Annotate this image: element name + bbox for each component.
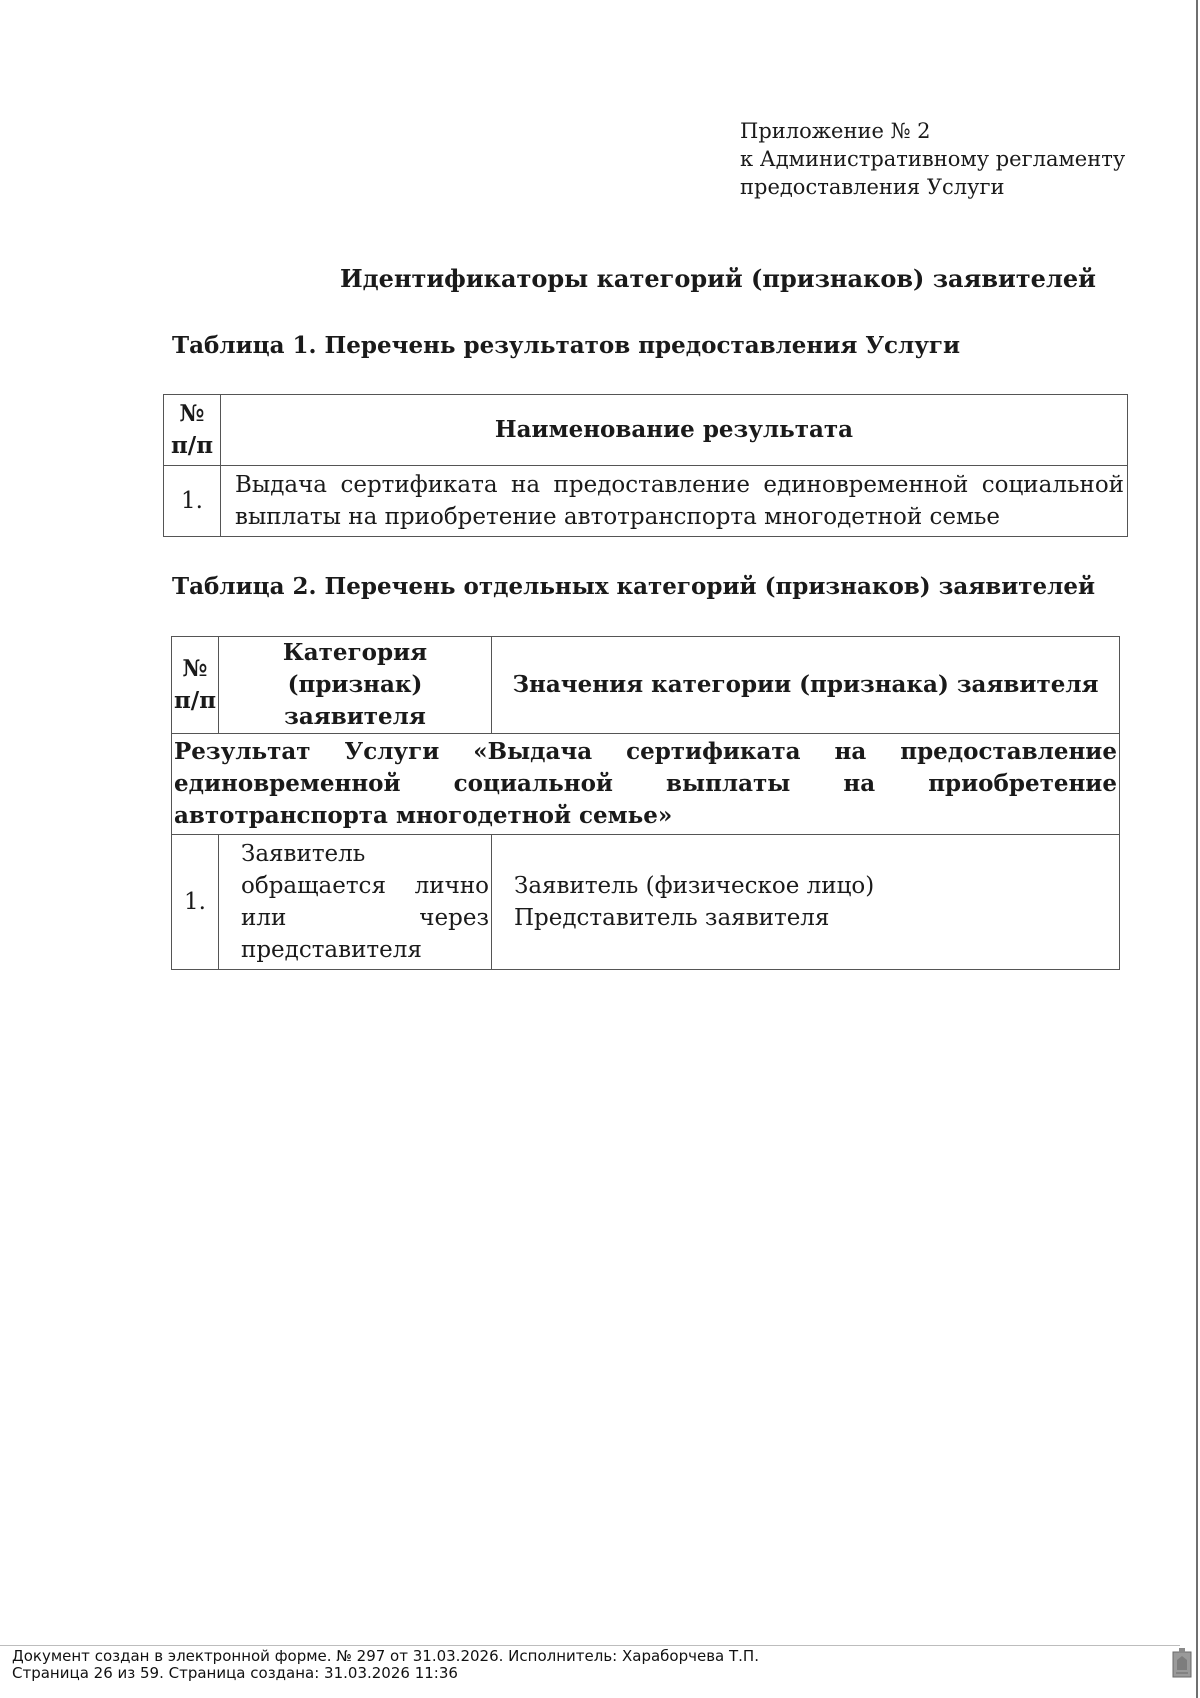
page-edge — [1196, 0, 1198, 1698]
header-result-name: Наименование результата — [221, 395, 1128, 466]
header-number — [172, 637, 219, 734]
stamp-icon — [1172, 1648, 1192, 1678]
table-header-row — [164, 395, 1128, 466]
row-number: 1. — [172, 835, 219, 970]
footer-divider — [0, 1645, 1180, 1646]
appendix-line-2: к Административному регламенту — [740, 147, 1126, 171]
row-values — [492, 835, 1120, 970]
footer-line-2: Страница 26 из 59. Страница создана: 31.03.2026 11:36 — [12, 1664, 458, 1682]
footer-line-1: Документ создан в электронной форме. № 297 от 31.03.2026. Исполнитель: Хараборчева Т.П. — [12, 1647, 759, 1665]
row-category: Заявитель обращается лично или через представителя — [219, 835, 492, 970]
table-row — [164, 466, 1128, 537]
header-category-line-1: Категория — [282, 639, 428, 666]
result-section-row — [172, 734, 1120, 835]
result-section-text: Результат Услуги «Выдача сертификата на предоставление единовременной социальной выплаты на приобретение автотранспорта многодетной семье» — [172, 734, 1120, 835]
header-category — [219, 637, 492, 734]
table-header-row — [172, 637, 1120, 734]
row-number: 1. — [164, 466, 221, 537]
categories-table — [171, 636, 1120, 970]
row-value-item: Представитель заявителя — [514, 905, 830, 931]
header-number-abbr: п/п — [170, 432, 214, 459]
header-category-line-2: (признак) заявителя — [284, 671, 426, 730]
document-footer — [12, 1648, 759, 1682]
document-title: Идентификаторы категорий (признаков) заявителей — [340, 264, 1096, 293]
table-row — [172, 835, 1120, 970]
header-number-symbol: № — [182, 655, 208, 682]
appendix-line-3: предоставления Услуги — [740, 175, 1005, 199]
header-number-abbr: п/п — [173, 687, 217, 714]
header-category-values: Значения категории (признака) заявителя — [492, 637, 1120, 734]
results-table — [163, 394, 1128, 537]
header-number — [164, 395, 221, 466]
appendix-note — [740, 117, 1125, 201]
row-value-item: Заявитель (физическое лицо) — [514, 873, 875, 899]
header-number-symbol: № — [179, 400, 205, 427]
appendix-line-1: Приложение № 2 — [740, 119, 931, 143]
row-result: Выдача сертификата на предоставление единовременной социальной выплаты на приобретение автотранспорта многодетной семье — [221, 466, 1128, 537]
table-2-caption: Таблица 2. Перечень отдельных категорий (признаков) заявителей — [172, 573, 1096, 600]
table-1-caption: Таблица 1. Перечень результатов предоставления Услуги — [172, 332, 961, 359]
